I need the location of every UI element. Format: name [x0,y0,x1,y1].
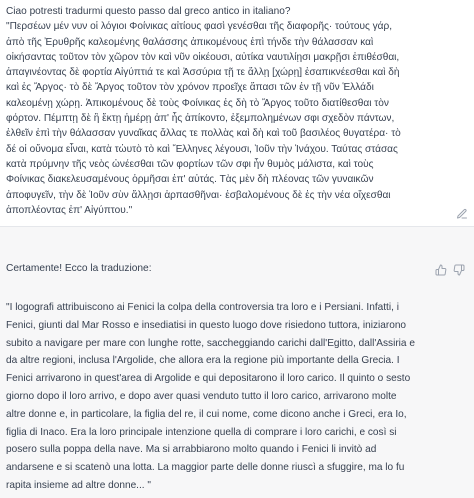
translation-line: figlia di Inaco. Era la loro principale intenzione quella di comprare i loro carichi, e così si [6,426,397,438]
translation-line: altre donne e, in particolare, la figlia del re, il cui nome, come dicono anche i Greci, era Io, [6,408,407,420]
translation-line: Fenici, giunti dal Mar Rosso e insediatisi in questo luogo dove risiedono tuttora, iniziarono [6,319,407,331]
thumbs-down-icon[interactable] [453,264,465,276]
user-message-line: δέ οἱ οὔνομα εἶναι, κατὰ τὠυτὸ τὸ καὶ Ἕλληνες λέγουσι, Ἰοῦν τὴν Ἰνάχου. Ταύτας στάσας [6,143,398,155]
translation-line: giorno dopo il loro arrivo, e dopo aver quasi venduto tutto il loro carico, arrivarono molte [6,390,397,402]
assistant-message [0,227,474,498]
user-message-line: ἀπὸ τῆς Ἐρυθρῆς καλεομένης θαλάσσης ἀπικομένους ἐπὶ τήνδε τὴν θάλασσαν καὶ [6,36,374,48]
translation-line: Fenici arrivarono in quest'area di Argolide e qui depositarono il loro carico. Il quinto o sesto [6,373,411,385]
user-message-line: κατὰ πρύμνην τῆς νεὸς ὠνέεσθαι τῶν φορτίων τῶν σφι ἦν θυμὸς μάλιστα, καὶ τοὺς [6,158,374,170]
thumbs-up-icon[interactable] [435,264,447,276]
user-message-line: καλεομένῃ χώρῃ. Ἀπικομένους δὲ τοὺς Φοίνικας ἐς δὴ τὸ Ἄργος τοῦτο διατίθεσθαι τὸν [6,97,389,109]
translation-text [6,299,468,495]
user-message-line: "Περσέων μέν νυν οἱ λόγιοι Φοίνικας αἰτίους φασὶ γενέσθαι τῆς διαφορῆς· τούτους γάρ, [6,21,393,33]
translation-line: andarsene e si scatenò una lotta. La maggior parte delle donne riuscì a sfuggire, ma lo fu [6,462,405,474]
user-message-line: ἀποπλέοντας ἐπ' Αἰγύπτου." [6,204,133,216]
user-message-line: Ciao potresti tradurmi questo passo dal greco antico in italiano? [6,6,291,17]
edit-pencil-icon[interactable] [456,208,468,220]
user-message-line: οἰκήσαντας τοῦτον τὸν χῶρον τὸν καὶ νῦν οἰκέουσι, αὐτίκα ναυτιλίῃσι μακρῇσι ἐπιθέσθαι, [6,51,400,63]
translation-line: rapita insieme ad altre donne... " [6,479,151,491]
user-message-line: Φοίνικας διακελευσαμένους ὁρμῆσαι ἐπ' αὐτάς. Τὰς μὲν δὴ πλέονας τῶν γυναικῶν [6,174,374,186]
assistant-intro: Certamente! Ecco la traduzione: [6,263,152,274]
user-message-line: φόρτον. Πέμπτῃ δὲ ἢ ἕκτῃ ἡμέρῃ ἀπ' ἧς ἀπίκοντο, ἐξεμπολημένων σφι σχεδὸν πάντων, [6,113,395,125]
user-message-line: ἐλθεῖν ἐπὶ τὴν θάλασσαν γυναῖκας ἄλλας τε πολλὰς καὶ δὴ καὶ τοῦ βασιλέος θυγατέρα· τὸ [6,128,401,140]
translation-line: da altre regioni, inclusa l'Argolide, che allora era la regione più importante della Grecia. I [6,355,400,367]
translation-line: posero sulla poppa della nave. Ma si arrabbiarono molto quando i Fenici li invitò ad [6,444,377,456]
user-message-line: ἀποφυγεῖν, τὴν δὲ Ἰοῦν σὺν ἄλλῃσι ἁρπασθῆναι· ἐσβαλομένους δὲ ἐς τὴν νέα οἴχεσθαι [6,189,391,201]
translation-line: "I logografi attribuiscono ai Fenici la colpa della controversia tra loro e i Persiani. Infatti, i [6,302,399,313]
user-message-line: καὶ ἐς Ἄργος· τὸ δὲ Ἄργος τοῦτον τὸν χρόνον προεῖχε ἅπασι τῶν ἐν τῇ νῦν Ἑλλάδι [6,82,374,94]
translation-line: subito a navigare per mare con lunghe rotte, saccheggiando carichi dall'Egitto, dall'Assiria e [6,337,415,349]
user-message-line: ἀπαγινέοντας δὲ φορτία Αἰγύπτιά τε καὶ Ἀσσύρια τῇ τε ἄλλῃ [χώρῃ] ἐσαπικνέεσθαι καὶ δὴ [6,67,400,79]
user-message [0,0,474,226]
